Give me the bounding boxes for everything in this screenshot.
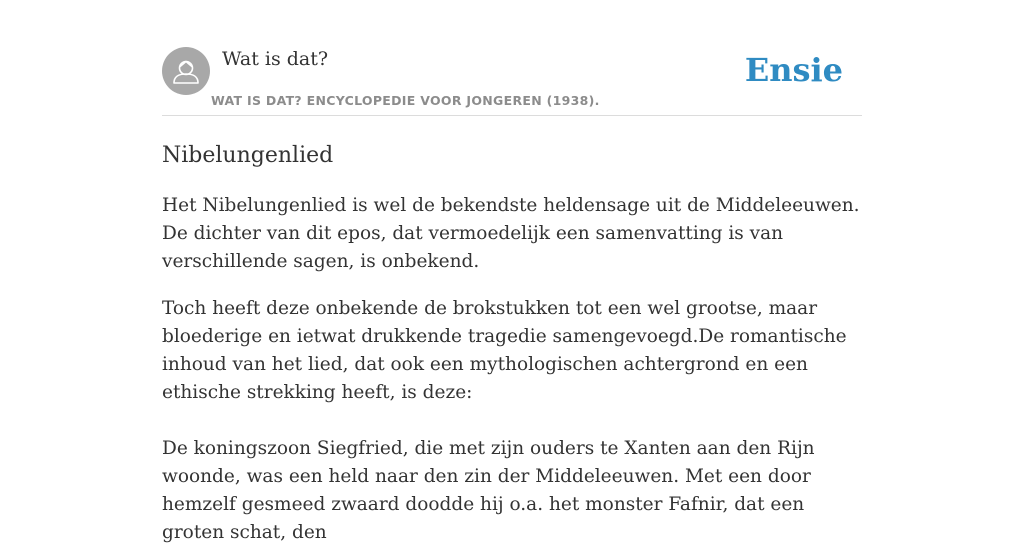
article-paragraph: Toch heeft deze onbekende de brokstukken tot een wel grootse, maar bloederige en ietwat drukkende tragedie samengevoegd.De romantische inhoud van het lied, dat ook een mythologischen achtergrond en een ethische strekking heeft, is deze: (162, 298, 847, 403)
article-title: Nibelungenlied (162, 143, 334, 168)
article-paragraph: Het Nibelungenlied is wel de bekendste heldensage uit de Middeleeuwen. De dichter van dit epos, dat vermoedelijk een samenvatting is van verschillende sagen, is onbekend. (162, 195, 860, 272)
source-subtitle[interactable]: WAT IS DAT? ENCYCLOPEDIE VOOR JONGEREN (1938). (211, 93, 600, 108)
article-paragraph: De koningszoon Siegfried, die met zijn ouders te Xanten aan den Rijn woonde, was een held naar den zin der Middeleeuwen. Met een door hemzelf gesmeed zwaard doodde hij o.a. het monster Fafnir, dat een groten schat, den (162, 438, 815, 543)
ensie-logo[interactable]: Ensie (744, 51, 843, 89)
source-title[interactable]: Wat is dat? (222, 48, 329, 70)
article-container (162, 47, 862, 547)
user-icon (162, 47, 210, 95)
avatar[interactable] (162, 47, 210, 95)
source-header (162, 47, 862, 116)
